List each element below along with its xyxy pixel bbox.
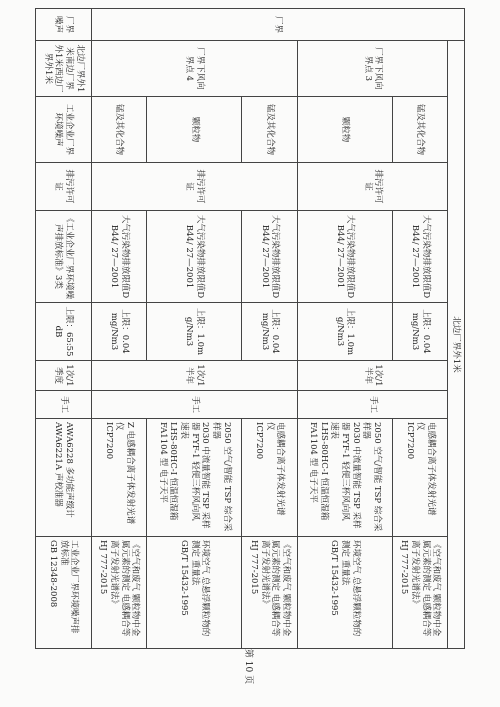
- cell-method: 工业企业厂界环境噪声排 放标准 GB 12348-2008: [36, 537, 92, 649]
- cell-limit: 上限：0.04mg/Nm3: [91, 303, 147, 361]
- cell-method: 《空气和废气 颗粒物中金 属元素的测定 电感耦合等 离子发射光谱法》 HJ 777-2015: [242, 537, 298, 649]
- cell-limit: 上限：1.0mg/Nm3: [297, 303, 392, 361]
- cell-pollutant: 锰及其化合物: [242, 97, 298, 163]
- cell-pollutant: 锰及其化合物: [392, 97, 448, 163]
- cell-pollutant: 锰及其化合物: [91, 97, 147, 163]
- monitoring-table: [35, 8, 465, 649]
- table-row: [448, 9, 465, 649]
- cell-limit: 上限：1.0mg/Nm3: [147, 303, 242, 361]
- table-row: [36, 9, 92, 649]
- cell-limit: 上限：65:55dB: [36, 303, 92, 361]
- cell-standard-name: 大气污染物排放限值DB44/ 27—2001: [392, 211, 448, 303]
- cell-pollutant: 颗粒物: [147, 97, 242, 163]
- cell-frequency: 1次/1半年: [297, 361, 447, 391]
- cell-permit: 排污许可证: [91, 163, 297, 211]
- cell-method: 《空气和废气 颗粒物中金 属元素的测定 电感耦合等 离子发射光谱法》 HJ 777-2015: [392, 537, 448, 649]
- cell-sampling: 手工: [36, 391, 92, 419]
- page-number: 第 10 页: [243, 648, 254, 685]
- cell-category: 厂界噪声: [36, 9, 92, 41]
- cell-pollutant: 颗粒物: [297, 97, 392, 163]
- cell-pollutant: 工业企业厂界环境噪声: [36, 97, 92, 163]
- page-footer: [0, 648, 500, 685]
- cell-point: 北边厂界外1米: [448, 41, 465, 649]
- cell-permit: 排污许可证: [297, 163, 447, 211]
- cell-method: 《空气和废气 颗粒物中金 属元素的测定 电感耦合等 离子发射光谱法》 HJ 777-2015: [91, 537, 147, 649]
- cell-sampling: 手工: [91, 391, 297, 419]
- cell-analysis: 2050 空气/智能 TSP 综合采 样器 2030 中流量智能 TSP 采样 器 FYF-1 轻便三杯风向风 速表 LHS-80HC-Ⅰ 恒温恒湿箱 FA1104 型 电子天平: [297, 419, 392, 537]
- table-row: [392, 9, 448, 649]
- cell-method: 环境空气 总悬浮颗粒物的 测定 重量法 GB/T 15432-1995: [297, 537, 392, 649]
- cell-standard-name: 大气污染物排放限值DB44/ 27—2001: [91, 211, 147, 303]
- cell-analysis: AWA6228 多功能声级计 AWA6221A 声校准器: [36, 419, 92, 537]
- table-row: [147, 9, 242, 649]
- cell-permit: 排污许可证: [36, 163, 92, 211]
- cell-standard-name: 大气污染物排放限值DB44/ 27—2001: [297, 211, 392, 303]
- table-row: [91, 9, 147, 649]
- cell-point: 厂界下风向界点 3: [297, 41, 447, 97]
- table-row: [297, 9, 392, 649]
- cell-method: 环境空气 总悬浮颗粒物的 测定 重量法 GB/T 15432-1995: [147, 537, 242, 649]
- cell-standard-name: 《工业企业厂界环境噪声排放标准》3类: [36, 211, 92, 303]
- cell-standard-name: 大气污染物排放限值DB44/ 27—2001: [242, 211, 298, 303]
- table-body: [36, 9, 465, 649]
- cell-point: 北边厂界外1米南边厂界外1米西边厂界外1米: [36, 41, 92, 97]
- cell-limit: 上限：0.04mg/Nm3: [242, 303, 298, 361]
- cell-frequency: 1次/1季度: [36, 361, 92, 391]
- cell-analysis: 电感耦合离子体发射光谱 仪 ICP7200: [392, 419, 448, 537]
- cell-category: 厂界: [91, 9, 464, 41]
- cell-frequency: 1次/1半年: [91, 361, 297, 391]
- table-row: [242, 9, 298, 649]
- cell-point: 厂界下风向界点 4: [91, 41, 297, 97]
- cell-sampling: 手工: [297, 391, 447, 419]
- cell-analysis: Z 电感耦合离子体发射光谱 仪 ICP7200: [91, 419, 147, 537]
- cell-analysis: 2050 空气/智能 TSP 综合采 样器 2030 中流量智能 TSP 采样 器 FYF-1 轻便三杯风向风 速表 LHS-80HC-Ⅰ 恒温恒湿箱 FA1104 型 电子天平: [147, 419, 242, 537]
- cell-analysis: 电感耦合离子体发射光谱 仪 ICP7200: [242, 419, 298, 537]
- cell-limit: 上限：0.04mg/Nm3: [392, 303, 448, 361]
- rotated-table-wrapper: [35, 8, 465, 648]
- cell-standard-name: 大气污染物排放限值DB44/ 27—2001: [147, 211, 242, 303]
